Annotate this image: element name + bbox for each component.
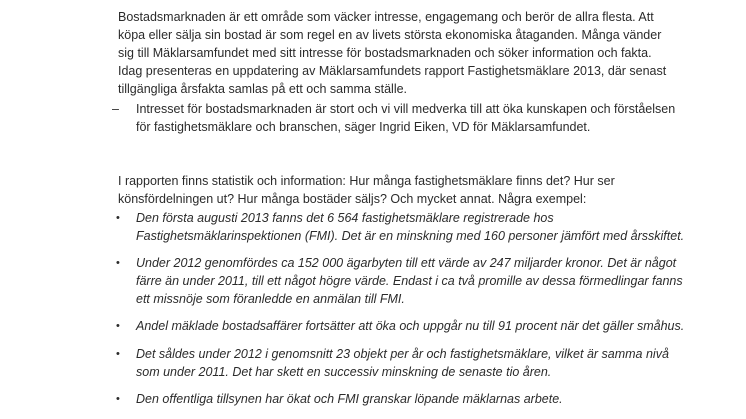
bullet-icon: • (116, 347, 120, 360)
lead-paragraph: I rapporten finns statistik och information: Hur många fastighetsmäklare finns det? Hur ser könsfördelningen ut? Hur många bostäder säljs? Och mycket annat. Några exempel: (118, 174, 615, 207)
bullet-icon: • (116, 320, 120, 333)
quote-dash: – (112, 102, 119, 116)
bullet-icon: • (116, 257, 120, 270)
list-item-text: Andel mäklade bostadsaffärer fortsätter att öka och uppgår nu till 91 procent när det gäller småhus. (136, 319, 685, 334)
list-item-text: Under 2012 genomfördes ca 152 000 ägarbyten till ett värde av 247 miljarder kronor. Det är något färre än under 2011, till ett något högre värde. Endast i ca två promille av dessa förmedlingar fanns ett missnöje som föranledde en anmälan till FMI. (136, 256, 683, 307)
bullet-icon: • (116, 212, 120, 224)
list-item (118, 390, 688, 408)
quote-block (112, 100, 688, 136)
quote-text: Intresset för bostadsmarknaden är stort och vi vill medverka till att öka kunskapen och förståelsen för fastighetsmäklare och branschen, säger Ingrid Eiken, VD för Mäklarsamfundet. (136, 102, 676, 135)
list-item (118, 345, 688, 381)
list-item (118, 254, 688, 308)
list-item-text: Den första augusti 2013 fanns det 6 564 fastighetsmäklare registrerade hos Fastighetsmäklarinspektionen (FMI). Det är en minskning med 160 personer jämfört med årsskiftet. (136, 211, 685, 244)
examples-list (118, 209, 688, 408)
list-item-text: Den offentliga tillsynen har ökat och FMI granskar löpande mäklarnas arbete. (136, 391, 563, 406)
list-item (118, 317, 688, 335)
list-item (118, 209, 688, 245)
intro-paragraph: Bostadsmarknaden är ett område som väcker intresse, engagemang och berör de allra flesta. Att köpa eller sälja sin bostad är som regel en av livets största ekonomiska åtaganden. Många vänder sig till Mäklarsamfundet med sitt intresse för bostadsmarknaden och söker information och fakta. Idag presenteras en uppdatering av Mäklarsamfundets rapport Fastighetsmäklare 2013, där senast tillgängliga årsfakta samlas på ett och samma ställe. (118, 10, 667, 97)
list-item-text: Det såldes under 2012 i genomsnitt 23 objekt per år och fastighetsmäklare, vilket är samma nivå som under 2011. Det har skett en successiv minskning de senaste tio åren. (136, 346, 669, 379)
bullet-icon: • (116, 392, 120, 405)
